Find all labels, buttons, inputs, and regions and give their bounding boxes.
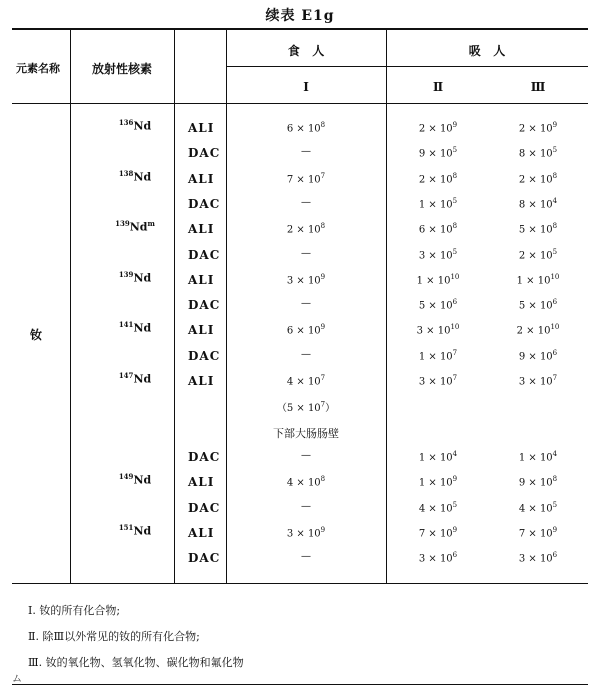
value-inhalation-ii: $1 \times 10^5$ [418, 196, 458, 211]
value-inhalation-iii: $1 \times 10^4$ [518, 449, 558, 464]
value-inhalation-ii: $1 \times 10^4$ [418, 449, 458, 464]
value-ingestion: — [301, 449, 311, 461]
nuclide-mass: 141 [118, 320, 134, 330]
row-type: DAC [188, 449, 221, 464]
nuclide-meta: m [147, 219, 155, 229]
note-iii: Ⅲ. 钕的氧化物、氢氧化物、碳化物和氟化物 [28, 656, 244, 669]
value-ingestion: — [301, 551, 311, 563]
value-inhalation-iii: $8 \times 10^5$ [518, 146, 558, 160]
row-type: ALI [188, 374, 215, 388]
header-ingestion: 食 人 [287, 44, 325, 58]
nuclide-mass: 151 [118, 522, 134, 532]
value-ingestion: $6 \times 10^8$ [286, 121, 326, 135]
nuclide-symbol: Nd [133, 322, 152, 336]
value-inhalation-iii: $3 \times 10^7$ [518, 374, 558, 388]
note-ii: Ⅱ. 除Ⅲ以外常见的钕的所有化合物; [28, 630, 200, 643]
value-inhalation-iii: $8 \times 10^4$ [518, 196, 558, 211]
value-inhalation-iii: $2 \times 10^{10}$ [516, 323, 560, 337]
row-type: ALI [188, 272, 215, 287]
value-inhalation-ii: $4 \times 10^5$ [418, 500, 458, 514]
nuclide-label [100, 270, 170, 285]
value-ingestion: — [301, 500, 311, 512]
footer-mark: ム [12, 674, 22, 685]
row-type: DAC [188, 298, 221, 313]
value-inhalation-ii: $1 \times 10^7$ [418, 348, 458, 363]
nuclide-symbol: Nd [133, 372, 152, 386]
nuclide-label [100, 118, 170, 133]
value-ingestion: $3 \times 10^9$ [286, 525, 326, 540]
header-col-ii: Ⅱ [432, 80, 444, 94]
row-type: ALI [188, 222, 215, 237]
nuclide-mass: 149 [118, 472, 134, 482]
nuclide-symbol: Nd [133, 170, 152, 184]
row-type: DAC [188, 551, 221, 566]
nuclide-label [100, 320, 170, 335]
value-inhalation-iii: $5 \times 10^8$ [518, 222, 558, 236]
value-inhalation-ii: $9 \times 10^5$ [418, 146, 458, 160]
value-inhalation-iii: $2 \times 10^5$ [518, 247, 558, 261]
value-ingestion: — [301, 196, 311, 208]
row-type: DAC [188, 146, 221, 161]
top-rule [12, 28, 588, 30]
table-bottom-rule [12, 583, 588, 584]
value-ingestion: $6 \times 10^9$ [286, 323, 326, 337]
value-ingestion: 下部大肠肠壁 [273, 426, 339, 440]
header-bottom-rule [12, 103, 588, 104]
value-ingestion: $3 \times 10^9$ [286, 272, 326, 287]
nuclide-mass: 138 [118, 168, 134, 178]
row-type: DAC [188, 196, 221, 211]
value-inhalation-iii: $1 \times 10^{10}$ [516, 272, 560, 287]
nuclide-label [100, 472, 170, 487]
value-inhalation-ii: $3 \times 10^7$ [418, 374, 458, 388]
header-nuclide: 放射性核素 [92, 62, 153, 76]
nuclide-mass: 136 [118, 118, 134, 127]
value-inhalation-ii: $7 \times 10^9$ [418, 525, 458, 540]
value-inhalation-iii: $5 \times 10^6$ [518, 298, 558, 312]
value-ingestion: $7 \times 10^7$ [286, 171, 326, 185]
row-type: DAC [188, 348, 221, 363]
value-ingestion: — [301, 146, 311, 158]
value-ingestion: $4 \times 10^7$ [286, 374, 326, 388]
value-inhalation-iii: $9 \times 10^8$ [518, 475, 558, 489]
nuclide-symbol: Nd [133, 119, 152, 133]
element-name: 钕 [30, 328, 43, 342]
row-type: ALI [188, 323, 215, 338]
value-inhalation-ii: $6 \times 10^8$ [418, 222, 458, 236]
value-ingestion: — [301, 298, 311, 310]
row-type: DAC [188, 247, 221, 262]
header-col-iii: Ⅲ [530, 80, 546, 94]
value-inhalation-ii: $2 \times 10^8$ [418, 171, 458, 185]
footer-rule [12, 684, 588, 685]
value-inhalation-ii: $5 \times 10^6$ [418, 298, 458, 312]
value-inhalation-iii: $9 \times 10^6$ [518, 348, 558, 363]
value-inhalation-iii: $2 \times 10^8$ [518, 171, 558, 185]
value-ingestion: — [301, 348, 311, 360]
value-ingestion: $4 \times 10^8$ [286, 475, 326, 489]
nuclide-label [100, 219, 170, 234]
nuclide-mass: 139 [115, 219, 130, 229]
value-ingestion: $(5 \times 10^7)$ [276, 400, 336, 415]
nuclide-symbol: Nd [133, 271, 152, 285]
nuclide-mass: 147 [118, 371, 134, 380]
value-ingestion: — [301, 247, 311, 259]
header-inhalation: 吸 人 [468, 44, 506, 58]
row-type: ALI [188, 121, 215, 135]
col-divider-nuclide [174, 29, 175, 583]
note-i: Ⅰ. 钕的所有化合物; [28, 604, 121, 617]
value-inhalation-ii: $2 \times 10^9$ [418, 121, 458, 135]
row-type: ALI [188, 475, 215, 490]
col-divider-ingestion [386, 29, 387, 583]
row-type: DAC [188, 500, 221, 515]
value-inhalation-iii: $2 \times 10^9$ [518, 121, 558, 135]
value-inhalation-ii: $3 \times 10^6$ [418, 551, 458, 565]
table-title: 续表 E1g [265, 8, 335, 24]
value-inhalation-iii: $3 \times 10^6$ [518, 551, 558, 565]
nuclide-mass: 139 [118, 269, 134, 279]
header-element-name: 元素名称 [16, 62, 60, 75]
nuclide-label [100, 371, 170, 386]
nuclide-symbol: Nd [133, 473, 152, 487]
value-inhalation-iii: $4 \times 10^5$ [518, 500, 558, 514]
row-type: ALI [188, 171, 215, 186]
nuclide-label [100, 523, 170, 538]
value-ingestion: $2 \times 10^8$ [286, 222, 326, 236]
value-inhalation-ii: $1 \times 10^9$ [418, 475, 458, 489]
nuclide-symbol: Nd [133, 524, 152, 538]
header-col-i: Ⅰ [303, 80, 309, 94]
nuclide-label [100, 169, 170, 184]
value-inhalation-ii: $3 \times 10^{10}$ [416, 323, 460, 337]
nuclide-symbol: Nd [129, 220, 148, 234]
value-inhalation-ii: $1 \times 10^{10}$ [416, 272, 460, 287]
value-inhalation-iii: $7 \times 10^9$ [518, 525, 558, 540]
col-divider-element [70, 29, 71, 583]
header-sub-rule [226, 66, 588, 67]
value-inhalation-ii: $3 \times 10^5$ [418, 247, 458, 261]
row-type: ALI [188, 525, 215, 540]
